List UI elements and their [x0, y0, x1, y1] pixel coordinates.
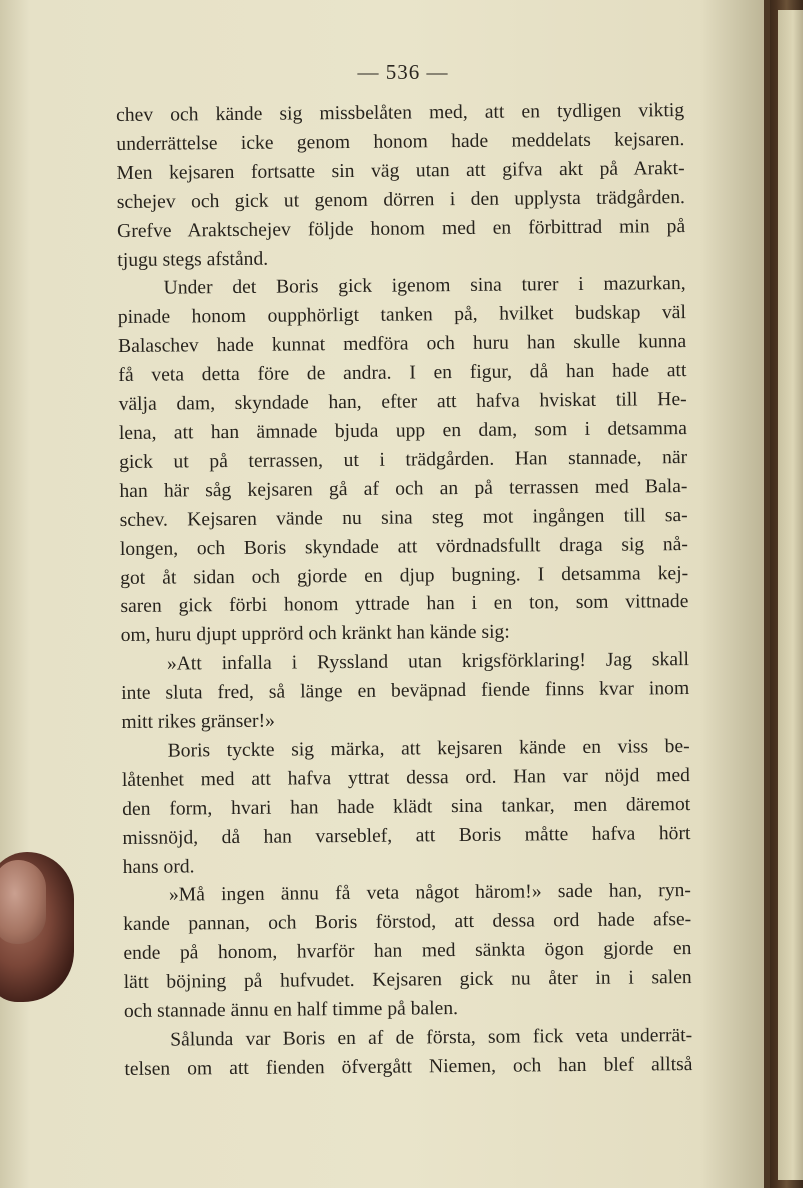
text-line: »Må ingen ännu få veta något härom!» sade han, ryn- — [168, 880, 691, 907]
text-line: chev och kände sig missbelåten med, att en tydligen viktig — [116, 100, 685, 126]
text-line: underrättelse icke genom honom hade meddelats kejsaren. — [116, 128, 685, 155]
body-text — [116, 97, 693, 1085]
text-line: saren gick förbi honom yttrade han i en ton, som vittnade — [120, 591, 689, 618]
text-line: schejev och gick ut genom dörren i den upplysta trädgården. — [116, 186, 685, 213]
text-line: få veta detta före de andra. I en figur, då han hade att — [118, 360, 687, 387]
text-line: telsen om att fienden öfvergått Niemen, och han blef alltså — [124, 1053, 693, 1080]
adjacent-page-edge — [778, 10, 803, 1180]
text-line: gick ut på terrassen, ut i trädgården. Han stannade, när — [119, 446, 688, 473]
text-line: lena, att han ämnade bjuda upp en dam, som i detsamma — [118, 417, 687, 444]
text-line: lätt böjning på hufvudet. Kejsaren gick nu åter in i salen — [123, 967, 692, 994]
text-line: Sålunda var Boris en af de första, som fick veta underrät- — [170, 1025, 693, 1051]
text-line: Under det Boris gick igenom sina turer i mazurkan, — [163, 273, 686, 300]
text-line: missnöjd, då han varseblef, att Boris måtte hafva hört — [122, 822, 691, 849]
text-line: om, huru djupt upprörd och kränkt han kände sig: — [120, 621, 510, 647]
page-number: — 536 — — [357, 60, 449, 84]
text-line: »Att infalla i Ryssland utan krigsförklaring! Jag skall — [166, 649, 689, 675]
text-line: schev. Kejsaren vände nu sina steg mot ingången till sa- — [119, 504, 688, 531]
text-line: och stannade ännu en half timme på balen. — [123, 998, 459, 1023]
text-line: inte sluta fred, så länge en beväpnad fiende finns kvar inom — [121, 678, 690, 705]
text-line: låtenhet med att hafva yttrat dessa ord. Han var nöjd med — [121, 764, 690, 791]
text-line: Grefve Araktschejev följde honom med en förbittrad min på — [117, 215, 686, 242]
text-line: longen, och Boris skyndade att vördnadsfullt draga sig nå- — [119, 533, 688, 560]
text-line: hans ord. — [122, 855, 195, 878]
text-line: Boris tyckte sig märka, att kejsaren kände en viss be- — [167, 735, 690, 762]
text-line: den form, hvari han hade klädt sina tankar, men däremot — [122, 793, 691, 820]
text-line: Men kejsaren fortsatte sin väg utan att gifva akt på Arakt- — [116, 157, 685, 184]
text-line: pinade honom oupphörligt tanken på, hvilket budskap väl — [117, 302, 686, 329]
text-line: välja dam, skyndade han, efter att hafva hviskat till He- — [118, 389, 687, 416]
text-line: got åt sidan och gjorde en djup bugning. I detsamma kej- — [120, 562, 689, 589]
text-line: han här såg kejsaren gå af och an på terrassen med Bala- — [119, 475, 688, 502]
text-line: ende på honom, hvarför han med sänkta ögon gjorde en — [123, 938, 692, 965]
text-line: kande pannan, och Boris förstod, att dessa ord hade afse- — [123, 909, 692, 936]
text-line: Balaschev hade kunnat medföra och huru han skulle kunna — [118, 331, 687, 358]
page-edge-shadow — [764, 0, 770, 1188]
text-line: tjugu stegs afstånd. — [117, 248, 269, 271]
text-line: mitt rikes gränser!» — [121, 710, 275, 734]
thumbnail-highlight — [0, 860, 46, 944]
